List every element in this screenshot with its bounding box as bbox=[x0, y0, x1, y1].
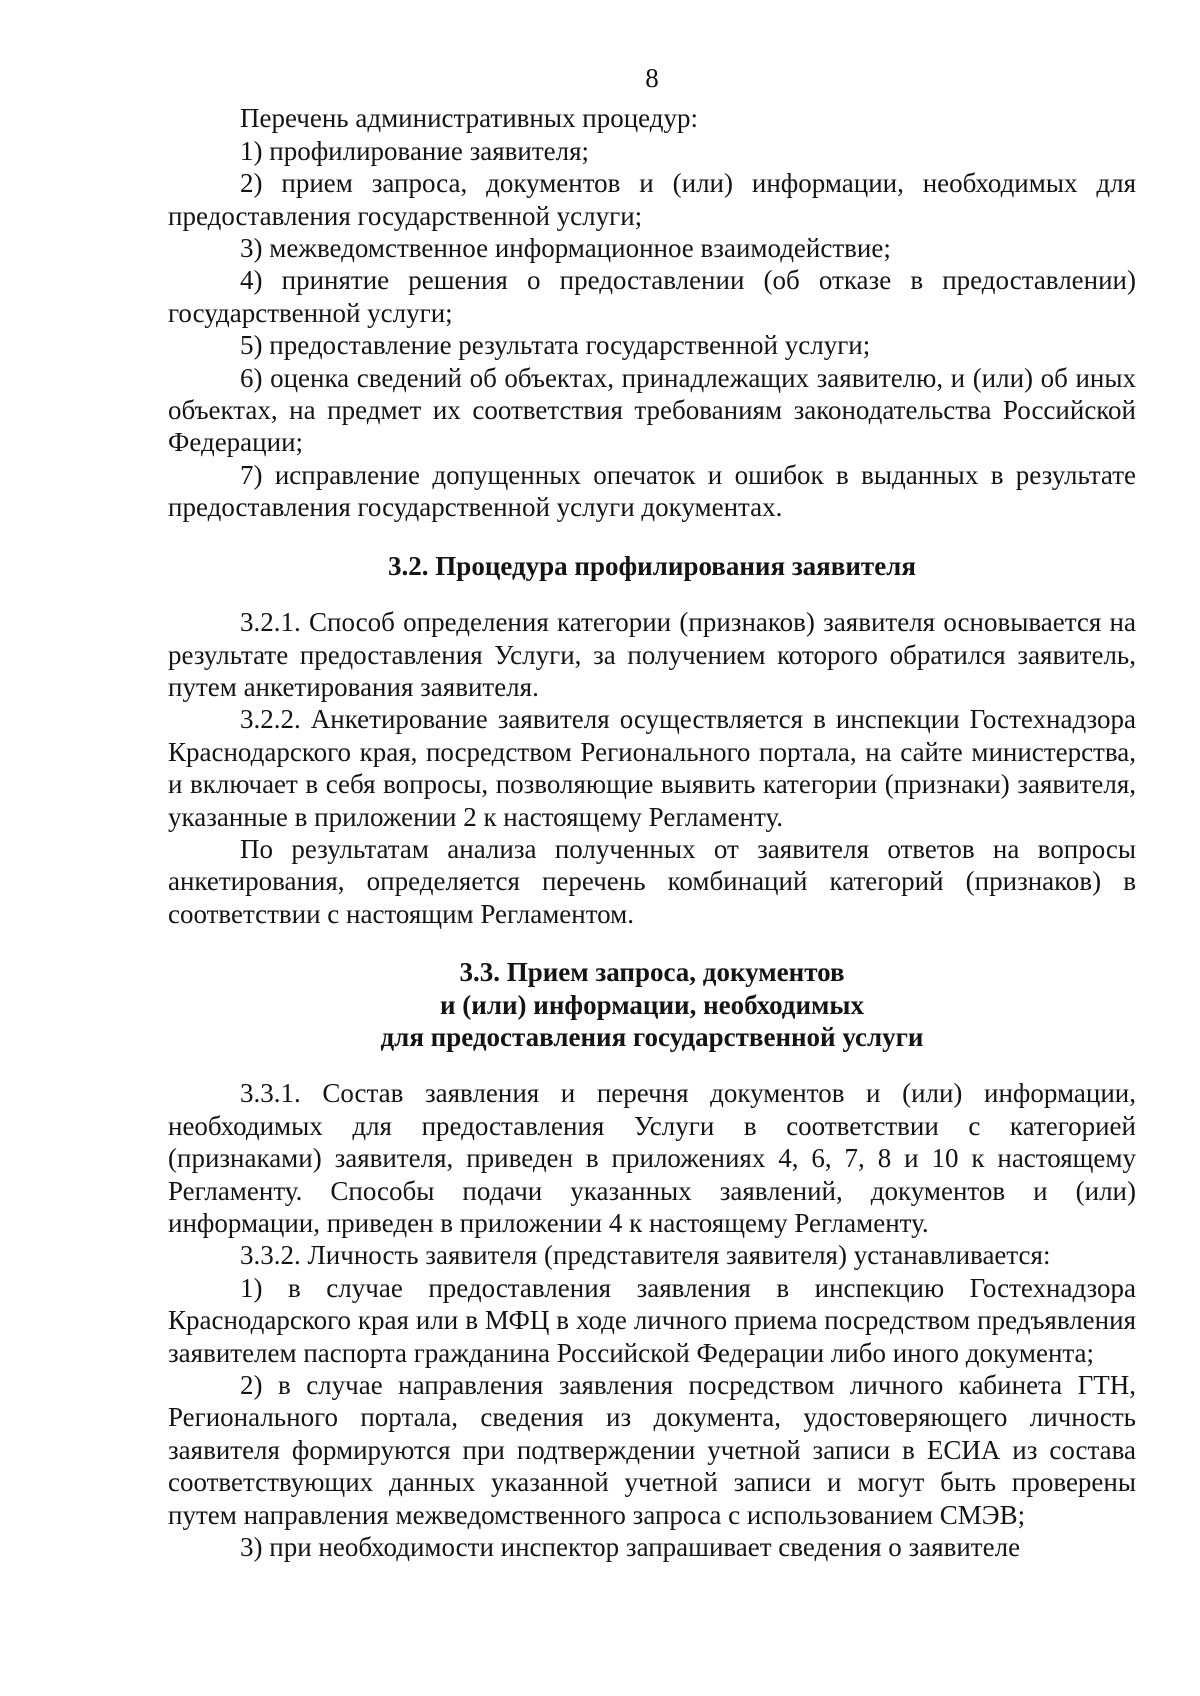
document-page bbox=[168, 62, 1136, 1563]
paragraph-survey-results: По результатам анализа полученных от заявителя ответов на вопросы анкетирования, определяется перечень комбинаций категорий (признаков) в соответствии с настоящим Регламентом. bbox=[168, 833, 1136, 929]
section-3-3-title bbox=[168, 956, 1136, 1053]
section-3-3-title-line: 3.3. Прием запроса, документов bbox=[459, 957, 845, 988]
paragraph-3-3-1: 3.3.1. Состав заявления и перечня документов и (или) информации, необходимых для предоставления Услуги в соответствии с категорией (признаками) заявителя, приведен в приложениях 4, 6, 7, 8 и 10 к настоящему Регламенту. Способы подачи указанных заявлений, документов и (или) информации, приведен в приложении 4 к настоящему Регламенту. bbox=[168, 1078, 1136, 1238]
identity-item: 1) в случае предоставления заявления в инспекцию Гостехнадзора Краснодарского края или в МФЦ в ходе личного приема посредством предъявления заявителем паспорта гражданина Российской Федерации либо иного документа; bbox=[168, 1272, 1136, 1368]
paragraph-3-2-1: 3.2.1. Способ определения категории (признаков) заявителя основывается на результате предоставления Услуги, за получением которого обратился заявитель, путем анкетирования заявителя. bbox=[168, 607, 1136, 702]
paragraph-3-3-2: 3.3.2. Личность заявителя (представителя заявителя) устанавливается: bbox=[240, 1240, 1051, 1271]
identity-item: 2) в случае направления заявления посредством личного кабинета ГТН, Регионального портала, сведения из документа, удостоверяющего личность заявителя формируются при подтверждении учетной записи в ЕСИА из состава соответствующих данных указанной учетной записи и могут быть проверены путем направления межведомственного запроса с использованием СМЭВ; bbox=[168, 1370, 1136, 1530]
section-3-2-title: 3.2. Процедура профилирования заявителя bbox=[388, 550, 916, 581]
procedure-item: 4) принятие решения о предоставлении (об отказе в предоставлении) государственной услуги; bbox=[168, 265, 1136, 328]
page-number: 8 bbox=[645, 63, 659, 93]
section-3-3-title-line: для предоставления государственной услуги bbox=[380, 1021, 924, 1052]
section-3-3-title-line: и (или) информации, необходимых bbox=[440, 989, 864, 1020]
procedure-item: 7) исправление допущенных опечаток и ошибок в выданных в результате предоставления государственной услуги документах. bbox=[168, 459, 1136, 523]
procedure-item: 3) межведомственное информационное взаимодействие; bbox=[240, 233, 891, 264]
paragraph-3-2-2: 3.2.2. Анкетирование заявителя осуществляется в инспекции Гостехнадзора Краснодарского края, посредством Регионального портала, на сайте министерства, и включает в себя вопросы, позволяющие выявить категории (признаки) заявителя, указанные в приложении 2 к настоящему Регламенту. bbox=[168, 704, 1136, 832]
procedure-item: 1) профилирование заявителя; bbox=[240, 135, 590, 166]
procedure-item: 5) предоставление результата государственной услуги; bbox=[240, 330, 871, 361]
procedure-item: 2) прием запроса, документов и (или) информации, необходимых для предоставления государственной услуги; bbox=[168, 168, 1136, 231]
procedure-item: 6) оценка сведений об объектах, принадлежащих заявителю, и (или) об иных объектах, на предмет их соответствия требованиям законодательства Российской Федерации; bbox=[168, 362, 1136, 458]
identity-item: 3) при необходимости инспектор запрашивает сведения о заявителе bbox=[240, 1532, 1021, 1563]
procedures-heading: Перечень административных процедур: bbox=[240, 103, 699, 134]
